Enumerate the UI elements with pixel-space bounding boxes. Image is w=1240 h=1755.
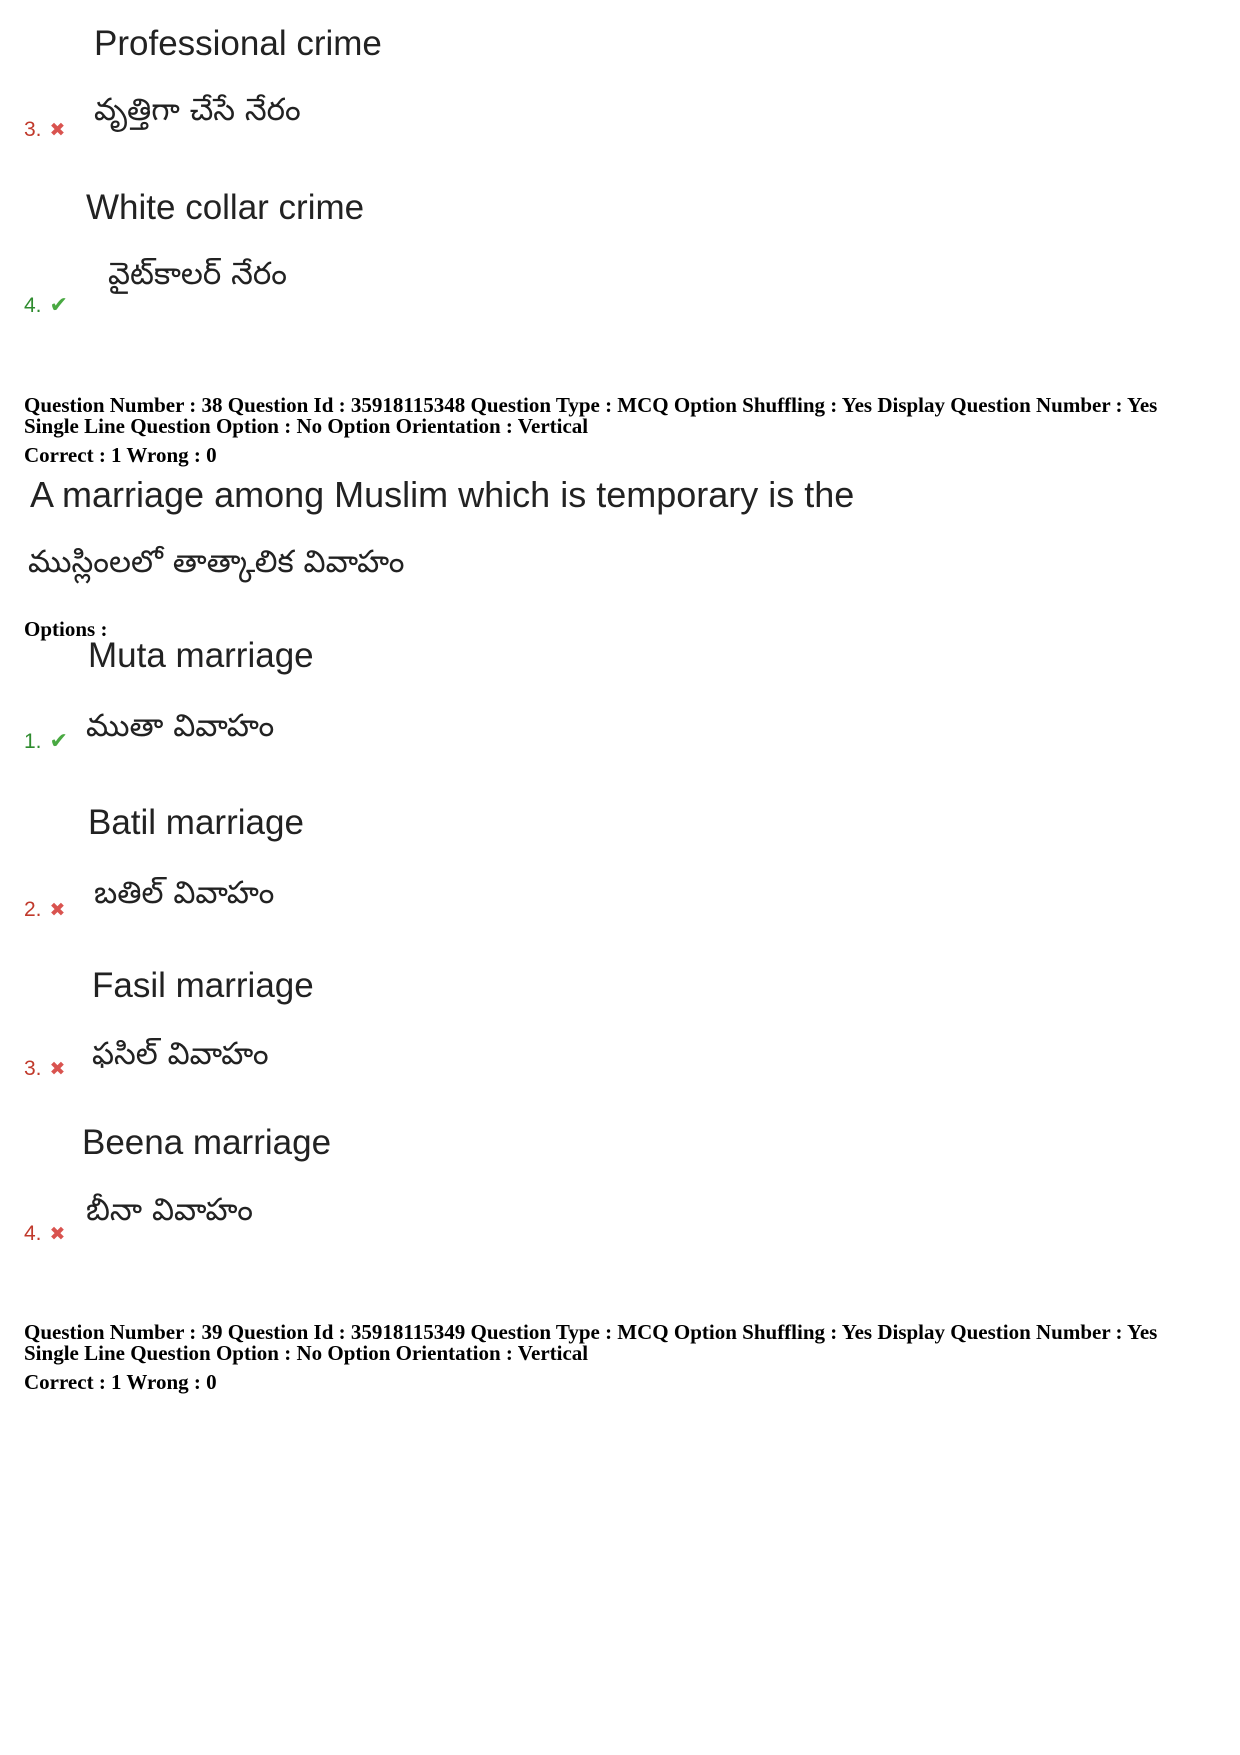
option-number: 1. [24, 730, 42, 753]
q38-option-1-english: Muta marriage [88, 636, 314, 675]
check-icon: ✔ [49, 293, 68, 318]
option-number: 2. [24, 898, 42, 921]
option-3-english: Professional crime [94, 24, 382, 63]
option-number: 4. [24, 1222, 42, 1245]
q38-meta-line2: Single Line Question Option : No Option Orientation : Vertical [24, 414, 589, 438]
cross-icon: ✖ [49, 1223, 66, 1245]
q38-option-4-marker [24, 1222, 65, 1246]
option-4-english: White collar crime [86, 188, 365, 227]
q39-score: Correct : 1 Wrong : 0 [24, 1370, 217, 1394]
q39-meta-line1: Question Number : 39 Question Id : 35918115349 Question Type : MCQ Option Shuffling : Yes Display Question Number : Yes [24, 1320, 1158, 1344]
q38-option-3-english: Fasil marriage [92, 966, 314, 1005]
q38-option-2-english: Batil marriage [88, 803, 304, 842]
q38-question-telugu: ముస్లింలలో తాత్కాలిక వివాహం [28, 544, 405, 580]
q38-option-4-english: Beena marriage [82, 1123, 332, 1162]
option-4-marker [24, 293, 68, 318]
q38-meta-line1: Question Number : 38 Question Id : 35918115348 Question Type : MCQ Option Shuffling : Yes Display Question Number : Yes [24, 393, 1158, 417]
q38-option-3-telugu: ఫసిల్ వివాహం [92, 1036, 269, 1072]
q38-question-english: A marriage among Muslim which is temporary is the [30, 474, 855, 515]
cross-icon: ✖ [49, 899, 66, 921]
q38-option-1-telugu: ముతా వివాహం [86, 708, 275, 744]
option-3-telugu: వృత్తిగా చేసే నేరం [94, 92, 301, 128]
q38-score: Correct : 1 Wrong : 0 [24, 443, 217, 467]
q38-option-4-telugu: బీనా వివాహం [86, 1192, 253, 1228]
q39-meta-line2: Single Line Question Option : No Option Orientation : Vertical [24, 1341, 589, 1365]
option-4-telugu: వైట్‌కాలర్ నేరం [108, 256, 287, 292]
cross-icon: ✖ [49, 119, 66, 141]
option-number: 4. [24, 294, 42, 317]
q38-option-1-marker [24, 729, 68, 754]
q38-option-3-marker [24, 1057, 65, 1081]
q38-option-2-marker [24, 898, 65, 922]
q38-options-label: Options : [24, 617, 108, 641]
q38-option-2-telugu: బతిల్ వివాహం [94, 875, 275, 911]
cross-icon: ✖ [49, 1058, 66, 1080]
option-3-marker [24, 118, 65, 142]
option-number: 3. [24, 118, 42, 141]
option-number: 3. [24, 1057, 42, 1080]
check-icon: ✔ [49, 729, 68, 754]
